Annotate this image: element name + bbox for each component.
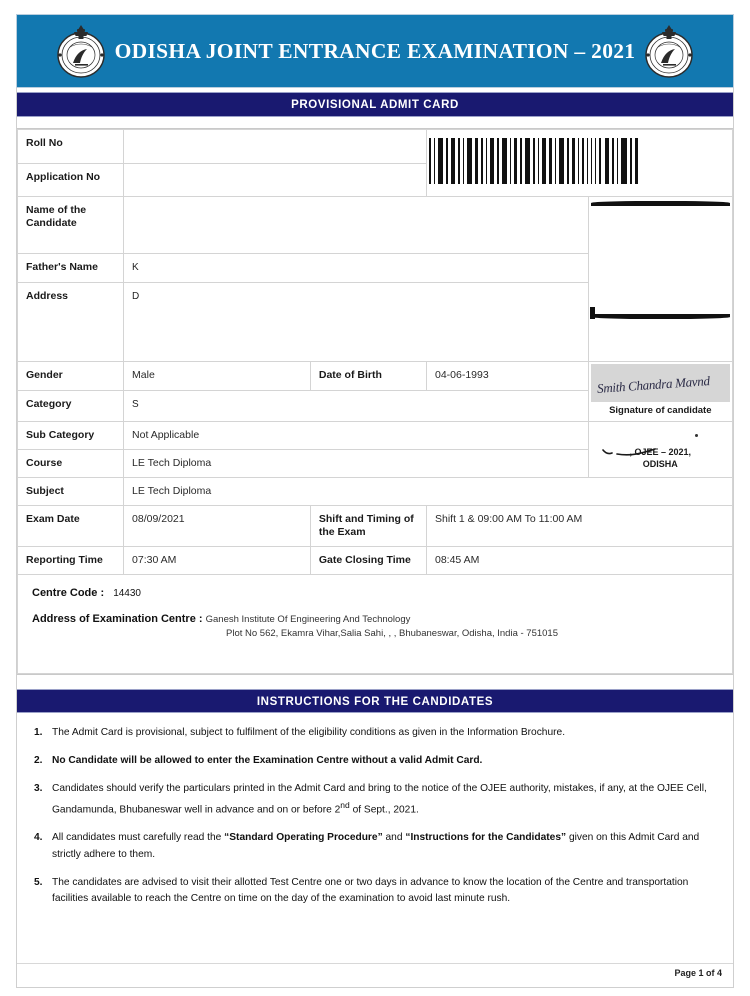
- roll-number-barcode: [427, 138, 657, 184]
- exam-date-label: Exam Date: [18, 505, 124, 546]
- subject-value: LE Tech Diploma: [124, 477, 733, 505]
- instruction-text: All candidates must carefully read the “Standard Operating Procedure” and “Instructions for the Candidates” given on this Admit Card and strictly adhere to them.: [52, 831, 700, 860]
- instruction-text: The candidates are advised to visit their allotted Test Centre one or two days in advance to know the location of the Centre and transportation facilities available to reach the Centre on time on the day of the examination to avoid last minute rush.: [52, 876, 689, 905]
- candidate-photo: [589, 197, 732, 325]
- table-row-subject: [18, 477, 733, 505]
- candidate-name-label: Name of the Candidate: [18, 197, 124, 254]
- page-header: [16, 14, 734, 88]
- father-name-value: [124, 254, 589, 283]
- instruction-text: No Candidate will be allowed to enter the Examination Centre without a valid Admit Card.: [52, 755, 483, 767]
- page-number: Page 1 of 4: [674, 968, 722, 978]
- application-no-label: Application No: [18, 163, 124, 197]
- candidate-name-value: [124, 197, 589, 254]
- signature-caption: Signature of candidate: [609, 404, 712, 416]
- instructions-list: [16, 713, 734, 908]
- list-item: [26, 781, 718, 819]
- centre-code-value: 14430: [113, 588, 141, 600]
- gate-closing-value: 08:45 AM: [426, 547, 732, 575]
- table-row-reporting-time: [18, 547, 733, 575]
- list-item: [26, 753, 718, 770]
- chairman-signature-cell: [588, 421, 732, 477]
- centre-code-row: [32, 587, 718, 599]
- address-value: [124, 282, 589, 361]
- odisha-state-emblem-left: [53, 21, 109, 81]
- redacted-father-name: K: [132, 262, 139, 274]
- examination-centre-block: [17, 575, 733, 674]
- instruction-number: 5.: [34, 876, 43, 888]
- table-row-sub-category: [18, 421, 733, 449]
- redacted-category: S: [132, 399, 139, 411]
- table-row-roll-no: [18, 130, 733, 164]
- redacted-application-no: [132, 171, 418, 184]
- centre-address-row: [32, 613, 718, 625]
- redacted-roll-no: [132, 137, 418, 150]
- page-title: ODISHA JOINT ENTRANCE EXAMINATION – 2021: [114, 38, 636, 63]
- dob-value: 04-06-1993: [426, 361, 588, 391]
- candidate-details-table: [16, 128, 734, 675]
- photo-edge-top: [591, 201, 730, 206]
- chairman-line-1: , OJEE – 2021,: [629, 447, 692, 458]
- instruction-number: 2.: [34, 755, 43, 767]
- centre-address-line-2: Plot No 562, Ekamra Vihar,Salia Sahi, , , Bhubaneswar, Odisha, India - 751015: [226, 628, 558, 640]
- chairman-dot: [695, 434, 698, 437]
- centre-code-label: Centre Code :: [32, 587, 105, 600]
- roll-no-label: Roll No: [18, 130, 124, 164]
- instructions-heading: INSTRUCTIONS FOR THE CANDIDATES: [16, 689, 734, 713]
- chairman-text: [589, 447, 732, 470]
- course-label: Course: [18, 449, 124, 477]
- roll-no-value: [124, 130, 427, 164]
- redacted-candidate-name: [132, 204, 580, 217]
- barcode-cell: [426, 130, 732, 197]
- course-value: LE Tech Diploma: [124, 449, 589, 477]
- table-row-name: [18, 197, 733, 254]
- table-row-gender-dob: [18, 361, 733, 391]
- candidate-signature: [591, 364, 730, 402]
- exam-date-value: 08/09/2021: [124, 505, 311, 546]
- sub-category-label: Sub Category: [18, 421, 124, 449]
- shift-timing-label: Shift and Timing of the Exam: [310, 505, 426, 546]
- reporting-time-label: Reporting Time: [18, 547, 124, 575]
- chairman-line-2: ODISHA: [642, 458, 678, 469]
- category-value: [124, 391, 589, 421]
- centre-address-label: Address of Examination Centre :: [32, 613, 203, 626]
- candidate-photo-cell: [588, 197, 732, 362]
- shift-timing-value: Shift 1 & 09:00 AM To 11:00 AM: [426, 505, 732, 546]
- redacted-address: D: [132, 290, 140, 302]
- list-item: [26, 725, 718, 742]
- list-item: [26, 875, 718, 909]
- list-item: [26, 830, 718, 864]
- subject-label: Subject: [18, 477, 124, 505]
- instruction-number: 4.: [34, 831, 43, 843]
- photo-edge-nub: [590, 307, 595, 319]
- centre-address-line-1: Ganesh Institute Of Engineering And Technology: [205, 614, 411, 626]
- gender-value: Male: [124, 361, 311, 391]
- candidate-signature-cell: [588, 361, 732, 421]
- instruction-text: Candidates should verify the particulars printed in the Admit Card and bring to the notice of the OJEE authority, mistakes, if any, at the OJEE Cell, Gandamunda, Bhubaneswar well in advance and on or before 2nd of Sept., 2021.: [52, 782, 707, 816]
- sub-category-value: Not Applicable: [124, 421, 589, 449]
- instruction-text: The Admit Card is provisional, subject to fulfilment of the eligibility conditions as given in the Information Brochure.: [52, 727, 566, 739]
- dob-label: Date of Birth: [310, 361, 426, 391]
- odisha-state-emblem-right: [641, 21, 697, 81]
- instructions-section: [16, 689, 734, 908]
- table-row-exam-date: [18, 505, 733, 546]
- father-name-label: Father's Name: [18, 254, 124, 283]
- address-label: Address: [18, 282, 124, 361]
- application-no-value: [124, 163, 427, 197]
- instruction-number: 3.: [34, 782, 43, 794]
- gate-closing-label: Gate Closing Time: [310, 547, 426, 575]
- photo-edge-bottom: [591, 314, 730, 319]
- signature-stroke: Smith Chandra Mavnd: [596, 373, 710, 397]
- reporting-time-value: 07:30 AM: [124, 547, 311, 575]
- footer-divider: [17, 963, 733, 964]
- category-label: Category: [18, 391, 124, 421]
- provisional-admit-card-bar: PROVISIONAL ADMIT CARD: [16, 92, 734, 117]
- gender-label: Gender: [18, 361, 124, 391]
- instruction-number: 1.: [34, 727, 43, 739]
